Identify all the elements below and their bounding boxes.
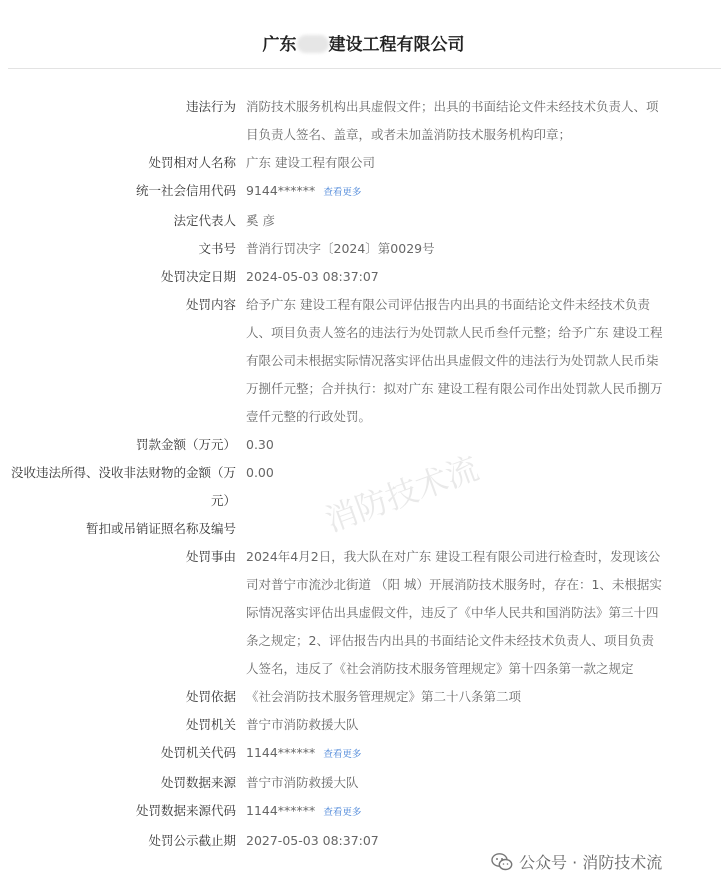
detail-list (0, 93, 727, 855)
watermark-text: 消防技术流 (320, 448, 484, 540)
field-label: 处罚公示截止期 (148, 833, 236, 848)
field-violation (0, 93, 727, 149)
field-value: 0.00 (246, 465, 274, 480)
title-prefix: 广东 (262, 35, 297, 55)
wechat-icon (491, 852, 513, 872)
field-value: 0.30 (246, 437, 274, 452)
field-value: 奚 彦 (246, 213, 275, 228)
field-value: 消防技术服务机构出具虚假文件；出具的书面结论文件未经技术负责人、项目负责人签名、盖章，或者未加盖消防技术服务机构印章； (246, 99, 659, 142)
credit-code-value: 9144****** (246, 183, 316, 198)
field-party-name (0, 149, 727, 177)
field-legal-rep (0, 207, 727, 235)
field-label: 处罚内容 (185, 297, 236, 312)
authority-code-value: 1144****** (246, 745, 316, 760)
field-value: 广东 建设工程有限公司 (246, 155, 375, 170)
field-value: 给予广东 建设工程有限公司评估报告内出具的书面结论文件未经技术负责人、项目负责人签名的违法行为处罚款人民币叁仟元整；给予广东 建设工程有限公司未根据实际情况落实评估出具虚假文件的违法行为处罚款人民币柒万捌仟元整；合并执行：拟对广东 建设工程有限公司作出处罚款人民币捌万壹仟元整的行政处罚。 (246, 297, 663, 424)
field-value: 普宁市消防救援大队 (246, 717, 359, 732)
field-value: 《社会消防技术服务管理规定》第二十八条第二项 (246, 689, 522, 704)
field-authority-code (0, 739, 727, 769)
field-value: 普宁市消防救援大队 (246, 775, 359, 790)
field-penalty-content (0, 291, 727, 431)
page-title (0, 30, 727, 55)
field-label: 统一社会信用代码 (135, 183, 236, 198)
field-value (246, 797, 666, 827)
field-value: 2027-05-03 08:37:07 (246, 833, 379, 848)
field-label: 没收违法所得、没收非法财物的金额（万元） (10, 465, 236, 508)
view-more-link[interactable]: 查看更多 (323, 807, 362, 818)
field-label: 处罚事由 (185, 549, 236, 564)
field-label: 处罚机关 (185, 717, 236, 732)
field-decision-date (0, 263, 727, 291)
footer-text: 公众号 · 消防技术流 (519, 853, 663, 872)
divider (8, 68, 721, 69)
field-doc-number (0, 235, 727, 263)
field-credit-code (0, 177, 727, 207)
field-label: 罚款金额（万元） (135, 437, 236, 452)
field-label: 文书号 (198, 241, 236, 256)
field-label: 处罚相对人名称 (148, 155, 236, 170)
field-label: 处罚依据 (185, 689, 236, 704)
field-fine-amount (0, 431, 727, 459)
view-more-link[interactable]: 查看更多 (323, 187, 362, 198)
source-code-value: 1144****** (246, 803, 316, 818)
field-label: 法定代表人 (173, 213, 236, 228)
field-label: 违法行为 (185, 99, 236, 114)
field-penalty-reason (0, 543, 727, 683)
footer-attribution (491, 850, 662, 873)
field-label: 处罚机关代码 (160, 745, 236, 760)
field-license-suspension (0, 515, 727, 543)
field-value (246, 739, 666, 769)
field-legal-basis (0, 683, 727, 711)
field-value: 普消行罚决字〔2024〕第0029号 (246, 241, 435, 256)
field-label: 处罚决定日期 (160, 269, 236, 284)
field-data-source-code (0, 797, 727, 827)
redaction-blur (297, 35, 329, 53)
view-more-link[interactable]: 查看更多 (323, 749, 362, 760)
field-value: 2024年4月2日，我大队在对广东 建设工程有限公司进行检查时，发现该公司对普宁市流沙北街道 （阳 城）开展消防技术服务时，存在：1、未根据实际情况落实评估出具虚假文件，违反了《中华人民共和国消防法》第三十四条之规定；2、评估报告内出具的书面结论文件未经技术负责人、项目负责人签名，违反了《社会消防技术服务管理规定》第十四条第一款之规定 (246, 549, 662, 676)
field-data-source (0, 769, 727, 797)
field-value (246, 177, 666, 207)
field-label: 暂扣或吊销证照名称及编号 (85, 521, 236, 536)
title-suffix: 建设工程有限公司 (328, 35, 465, 55)
field-label: 处罚数据来源代码 (135, 803, 236, 818)
field-confiscation-amount (0, 459, 727, 515)
field-authority (0, 711, 727, 739)
field-value: 2024-05-03 08:37:07 (246, 269, 379, 284)
field-label: 处罚数据来源 (160, 775, 236, 790)
